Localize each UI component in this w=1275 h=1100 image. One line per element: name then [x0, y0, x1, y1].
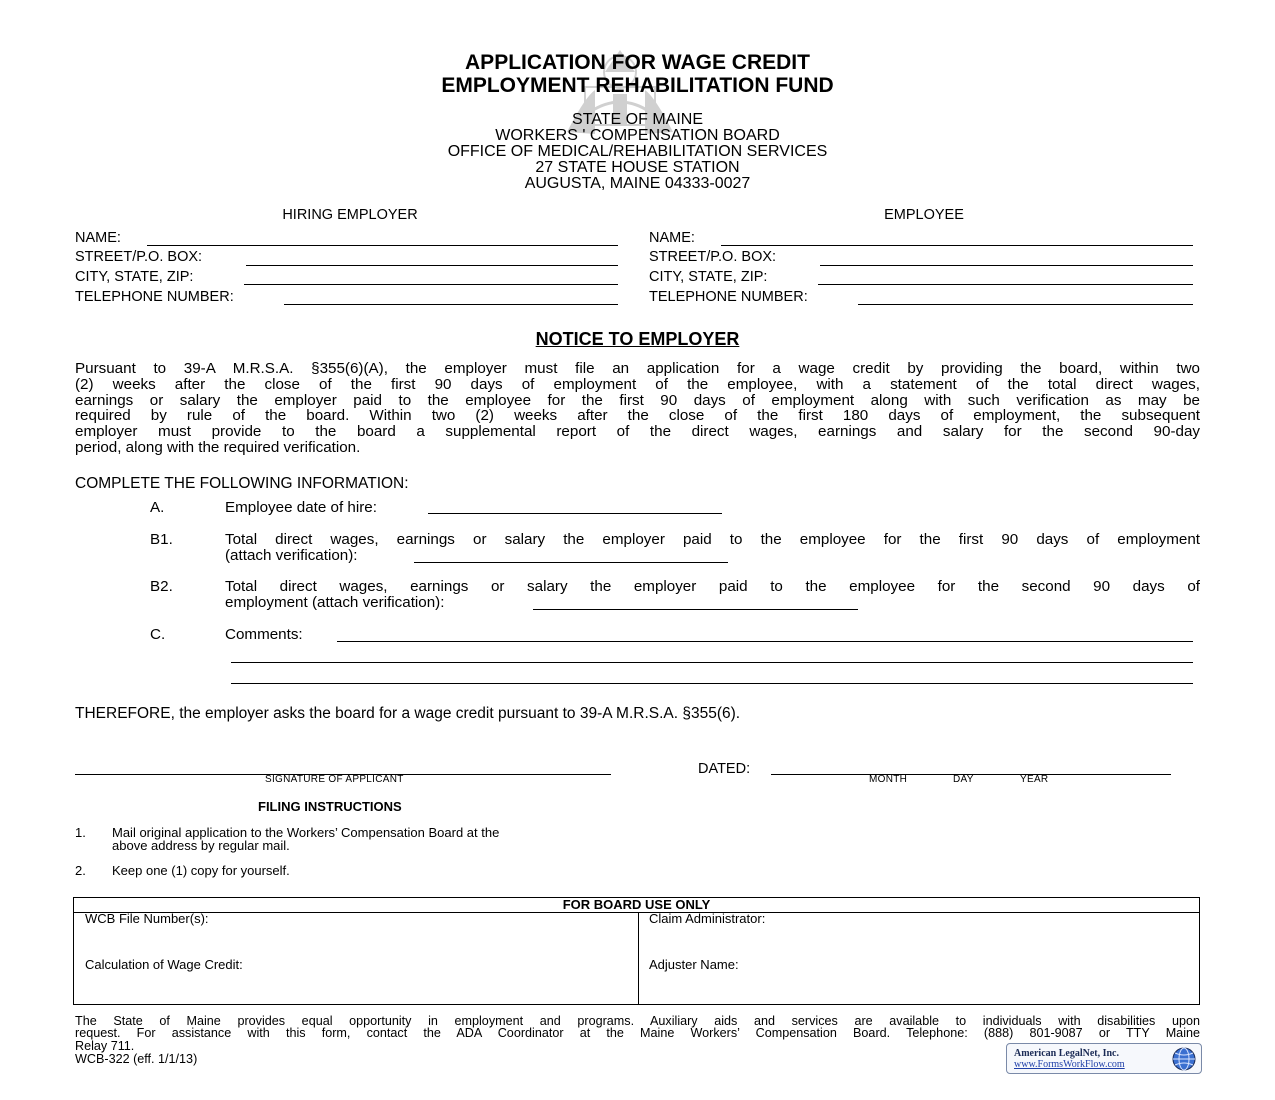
filing-item1-line1: Mail original application to the Workers’ Compensation Board at the [112, 825, 500, 840]
notice-line: (2) weeks after the close of the first 90 days of employment of the employee, with a statement of the total direct wages, [75, 376, 1200, 393]
address-line: OFFICE OF MEDICAL/REHABILITATION SERVICES [447, 143, 828, 160]
publisher-badge[interactable] [1006, 1043, 1202, 1074]
publisher-link[interactable]: www.FormsWorkFlow.com [1014, 1059, 1125, 1070]
filing-item2-number: 2. [75, 863, 86, 878]
filing-item1-line2: above address by regular mail. [112, 838, 290, 853]
comments-field[interactable] [337, 641, 1193, 642]
employer-phone-field[interactable] [284, 304, 618, 305]
item-a-key: A. [150, 499, 165, 516]
item-b1-key: B1. [150, 531, 173, 548]
hire-date-field[interactable] [428, 513, 722, 514]
date-year-label: YEAR [1020, 774, 1049, 785]
employer-name-label: NAME: [75, 230, 121, 246]
employee-street-field[interactable] [820, 265, 1193, 266]
therefore-statement: THEREFORE, the employer asks the board for a wage credit pursuant to 39-A M.R.S.A. §355(6). [75, 705, 741, 722]
employer-heading: HIRING EMPLOYER [282, 207, 418, 223]
wcb-file-number-label: WCB File Number(s): [85, 911, 209, 926]
employer-phone-label: TELEPHONE NUMBER: [75, 289, 234, 305]
employee-phone-field[interactable] [858, 304, 1193, 305]
notice-line: period, along with the required verification. [75, 439, 361, 456]
notice-title: NOTICE TO EMPLOYER [535, 329, 740, 349]
footer-line: request. For assistance with this form, contact the ADA Coordinator at the Maine Workers’ Compensation Board. Telephone: (888) 801-9087 or TTY Maine [75, 1026, 1200, 1040]
employer-name-field[interactable] [147, 245, 618, 246]
item-b2-line1: Total direct wages, earnings or salary the employer paid to the employee for the second 90 days of [225, 578, 1200, 595]
filing-item1-number: 1. [75, 825, 86, 840]
address-line: WORKERS ' COMPENSATION BOARD [495, 127, 780, 144]
employer-city-label: CITY, STATE, ZIP: [75, 269, 194, 285]
employee-phone-label: TELEPHONE NUMBER: [649, 289, 808, 305]
address-line: 27 STATE HOUSE STATION [535, 159, 740, 176]
filing-item2-text: Keep one (1) copy for yourself. [112, 863, 290, 878]
publisher-name: American LegalNet, Inc. [1014, 1048, 1119, 1059]
wage-credit-calculation-label: Calculation of Wage Credit: [85, 957, 243, 972]
claim-administrator-label: Claim Administrator: [649, 911, 766, 926]
adjuster-name-label: Adjuster Name: [649, 957, 739, 972]
employer-street-label: STREET/P.O. BOX: [75, 249, 203, 265]
address-line: AUGUSTA, MAINE 04333-0027 [524, 175, 751, 192]
first-90-days-wages-field[interactable] [414, 562, 728, 563]
employer-street-field[interactable] [246, 265, 618, 266]
employee-name-label: NAME: [649, 230, 695, 246]
signature-label: SIGNATURE OF APPLICANT [265, 774, 404, 785]
employer-city-field[interactable] [244, 284, 618, 285]
employee-street-label: STREET/P.O. BOX: [649, 249, 777, 265]
employee-name-field[interactable] [721, 245, 1193, 246]
footer-line: Relay 711. [75, 1039, 135, 1053]
second-90-days-wages-field[interactable] [533, 609, 858, 610]
dated-label: DATED: [698, 761, 751, 777]
comments-field-line3[interactable] [231, 683, 1193, 684]
board-use-heading: FOR BOARD USE ONLY [74, 898, 1199, 913]
item-c-label: Comments: [225, 626, 303, 643]
board-use-table [73, 897, 1200, 1005]
comments-field-line2[interactable] [231, 662, 1193, 663]
employee-city-label: CITY, STATE, ZIP: [649, 269, 768, 285]
item-a-label: Employee date of hire: [225, 499, 377, 516]
notice-line: employer must provide to the board a supplemental report of the direct wages, earnings and salary for the second 90-day [75, 423, 1200, 440]
notice-line: required by rule of the board. Within two (2) weeks after the close of the first 180 days of employment, the subsequent [75, 407, 1200, 424]
notice-line: earnings or salary the employer paid to the employee for the first 90 days of employment along with such verification as may be [75, 392, 1200, 409]
item-b2-key: B2. [150, 578, 173, 595]
complete-heading: COMPLETE THE FOLLOWING INFORMATION: [75, 475, 409, 492]
item-b1-line2: (attach verification): [225, 547, 358, 564]
employee-heading: EMPLOYEE [884, 207, 964, 223]
filing-instructions-heading: FILING INSTRUCTIONS [258, 799, 402, 814]
date-day-label: DAY [953, 774, 974, 785]
address-line: STATE OF MAINE [572, 111, 703, 128]
globe-icon [1171, 1046, 1197, 1072]
notice-line: Pursuant to 39-A M.R.S.A. §355(6)(A), the employer must file an application for a wage credit by providing the board, within two [75, 360, 1200, 377]
item-b1-line1: Total direct wages, earnings or salary the employer paid to the employee for the first 90 days of employment [225, 531, 1200, 548]
footer-line: The State of Maine provides equal opportunity in employment and programs. Auxiliary aids and services are available to individuals with disabilities upon [75, 1014, 1200, 1028]
form-title-line2: EMPLOYMENT REHABILITATION FUND [441, 74, 834, 97]
form-title-line1: APPLICATION FOR WAGE CREDIT [465, 51, 810, 74]
item-c-key: C. [150, 626, 166, 643]
item-b2-line2: employment (attach verification): [225, 594, 445, 611]
employee-city-field[interactable] [818, 284, 1193, 285]
form-id: WCB-322 (eff. 1/1/13) [75, 1052, 198, 1066]
date-month-label: MONTH [869, 774, 908, 785]
board-use-divider [638, 913, 639, 1004]
